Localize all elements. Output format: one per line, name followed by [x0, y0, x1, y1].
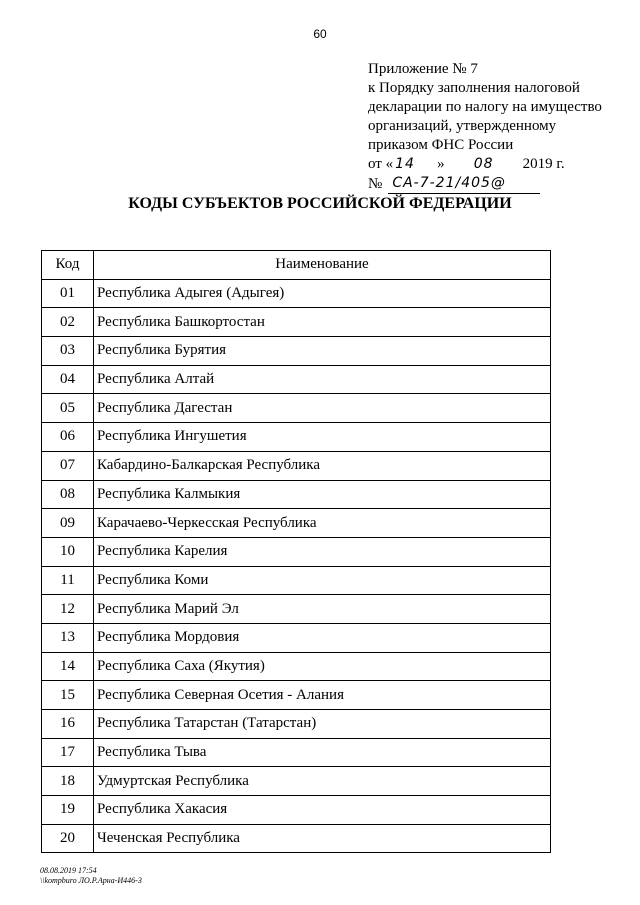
- code-cell: 15: [42, 681, 94, 710]
- appendix-line: Приложение № 7: [368, 61, 478, 77]
- table-row: [42, 767, 551, 796]
- table-row: [42, 279, 551, 308]
- code-cell: 20: [42, 824, 94, 853]
- appendix-line: организаций, утвержденному: [368, 118, 557, 134]
- appendix-block: [368, 60, 618, 194]
- name-cell: Республика Бурятия: [94, 337, 551, 366]
- code-cell: 14: [42, 652, 94, 681]
- name-cell: Карачаево-Черкесская Республика: [94, 509, 551, 538]
- table-header-row: [42, 251, 551, 280]
- name-cell: Республика Башкортостан: [94, 308, 551, 337]
- name-cell: Республика Алтай: [94, 365, 551, 394]
- code-column-header: Код: [42, 251, 94, 280]
- name-cell: Республика Коми: [94, 566, 551, 595]
- number-prefix: №: [368, 176, 383, 192]
- table-row: [42, 423, 551, 452]
- date-day: 14: [395, 156, 415, 172]
- code-cell: 03: [42, 337, 94, 366]
- table-row: [42, 394, 551, 423]
- date-year: 2019 г.: [522, 156, 565, 172]
- name-cell: Чеченская Республика: [94, 824, 551, 853]
- table-row: [42, 337, 551, 366]
- order-date: [368, 155, 618, 174]
- name-cell: Республика Карелия: [94, 537, 551, 566]
- code-cell: 02: [42, 308, 94, 337]
- document-title: КОДЫ СУБЪЕКТОВ РОССИЙСКОЙ ФЕДЕРАЦИИ: [128, 195, 512, 212]
- code-cell: 12: [42, 595, 94, 624]
- table-row: [42, 537, 551, 566]
- footer-stamp: [40, 866, 142, 886]
- date-month: 08: [473, 156, 494, 172]
- code-cell: 08: [42, 480, 94, 509]
- code-cell: 18: [42, 767, 94, 796]
- table-row: [42, 480, 551, 509]
- table-row: [42, 738, 551, 767]
- date-prefix: от «: [368, 156, 394, 172]
- number-value: СА-7-21/405@: [388, 174, 540, 194]
- appendix-line: к Порядку заполнения налоговой: [368, 80, 580, 96]
- name-cell: Республика Калмыкия: [94, 480, 551, 509]
- table-row: [42, 623, 551, 652]
- name-cell: Республика Ингушетия: [94, 423, 551, 452]
- name-cell: Республика Дагестан: [94, 394, 551, 423]
- table-row: [42, 652, 551, 681]
- table-row: [42, 796, 551, 825]
- table-row: [42, 308, 551, 337]
- code-cell: 10: [42, 537, 94, 566]
- name-cell: Республика Саха (Якутия): [94, 652, 551, 681]
- name-cell: Кабардино-Балкарская Республика: [94, 451, 551, 480]
- name-column-header: Наименование: [94, 251, 551, 280]
- table-row: [42, 595, 551, 624]
- table-row: [42, 681, 551, 710]
- code-cell: 11: [42, 566, 94, 595]
- table-row: [42, 509, 551, 538]
- name-cell: Республика Марий Эл: [94, 595, 551, 624]
- name-cell: Республика Северная Осетия - Алания: [94, 681, 551, 710]
- name-cell: Республика Татарстан (Татарстан): [94, 710, 551, 739]
- code-cell: 01: [42, 279, 94, 308]
- footer-line: 08.08.2019 17:54: [40, 866, 97, 875]
- appendix-line: декларации по налогу на имущество: [368, 99, 602, 115]
- name-cell: Республика Хакасия: [94, 796, 551, 825]
- footer-line: \\kompburo ЛО.Р.Арна-И446-3: [40, 876, 142, 885]
- code-cell: 05: [42, 394, 94, 423]
- table-row: [42, 451, 551, 480]
- table-row: [42, 365, 551, 394]
- date-separator: »: [437, 156, 445, 172]
- code-cell: 06: [42, 423, 94, 452]
- code-cell: 04: [42, 365, 94, 394]
- table-row: [42, 710, 551, 739]
- table-row: [42, 566, 551, 595]
- appendix-line: приказом ФНС России: [368, 137, 514, 153]
- code-cell: 16: [42, 710, 94, 739]
- page-number: 60: [313, 27, 327, 41]
- name-cell: Республика Мордовия: [94, 623, 551, 652]
- order-number: [368, 174, 618, 194]
- region-codes-table: [41, 250, 551, 853]
- table-row: [42, 824, 551, 853]
- code-cell: 13: [42, 623, 94, 652]
- name-cell: Удмуртская Республика: [94, 767, 551, 796]
- code-cell: 17: [42, 738, 94, 767]
- code-cell: 19: [42, 796, 94, 825]
- name-cell: Республика Тыва: [94, 738, 551, 767]
- code-cell: 09: [42, 509, 94, 538]
- code-cell: 07: [42, 451, 94, 480]
- name-cell: Республика Адыгея (Адыгея): [94, 279, 551, 308]
